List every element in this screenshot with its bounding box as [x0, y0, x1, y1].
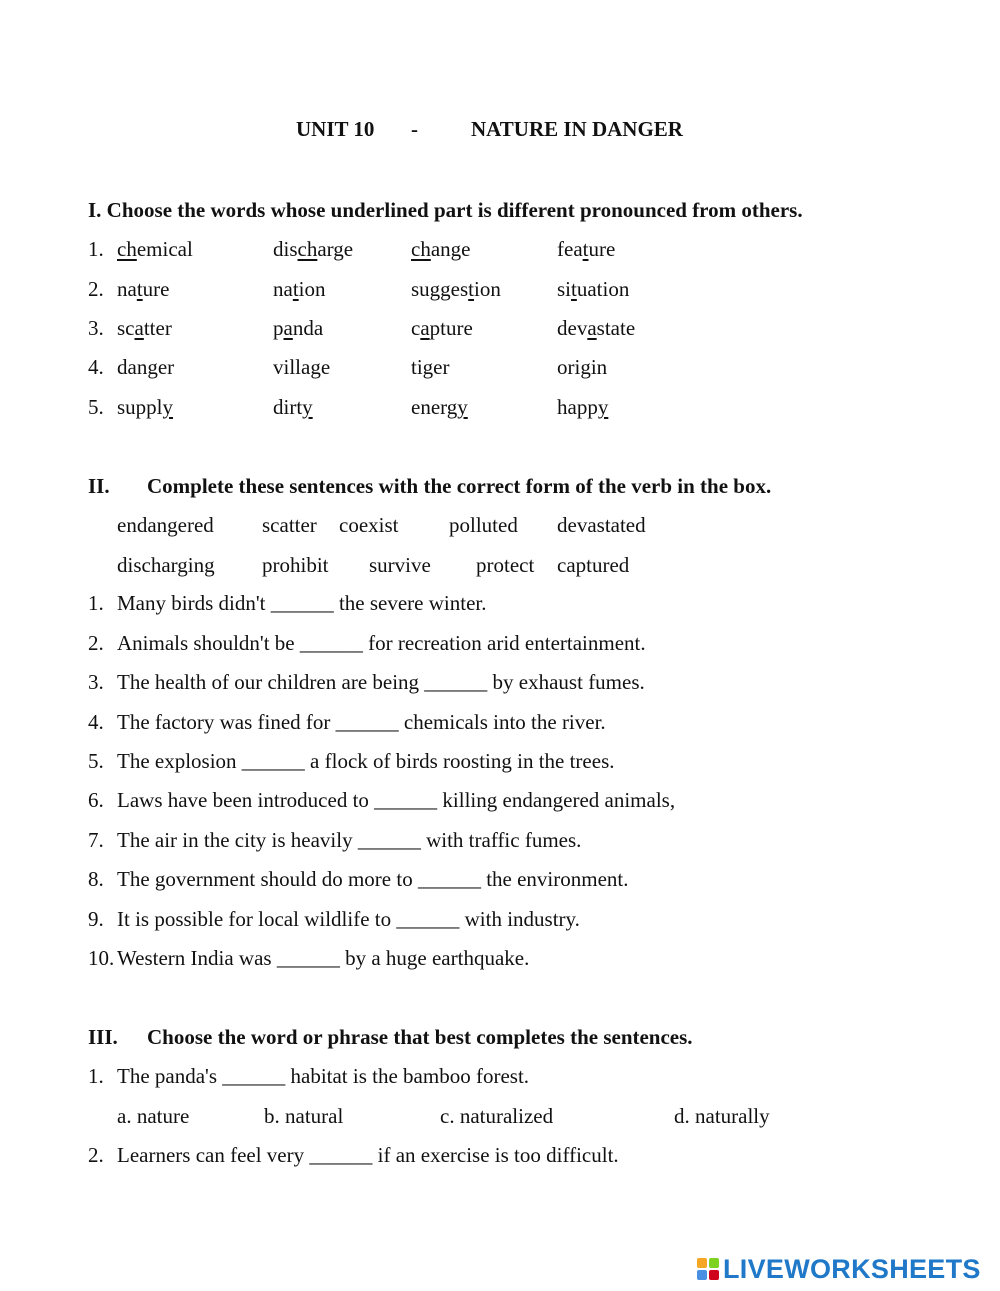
underlined-part: y: [302, 395, 313, 419]
underlined-part: y: [597, 395, 609, 419]
sentence-number: 7.: [88, 828, 104, 852]
sentence-text: The explosion ______ a flock of birds roosting in the trees.: [117, 749, 615, 773]
question: [88, 1143, 619, 1168]
title-topic: NATURE IN DANGER: [471, 117, 683, 141]
word-part: dev: [557, 316, 588, 340]
word-option: [117, 395, 173, 420]
sentence-number: 3.: [88, 670, 104, 694]
word-option: [557, 316, 635, 341]
word-option: [117, 277, 170, 302]
logo-block: [709, 1270, 719, 1280]
sentence-text: The health of our children are being ______ by exhaust fumes.: [117, 670, 645, 694]
word-part: sc: [117, 316, 135, 340]
title-unit: UNIT 10: [296, 117, 375, 141]
logo-block: [697, 1258, 707, 1268]
sentence-text: The government should do more to ______ the environment.: [117, 867, 629, 891]
word-option: [273, 277, 326, 302]
sentence-number: 6.: [88, 788, 104, 812]
title-dash: -: [411, 117, 418, 141]
liveworksheets-logo: [697, 1252, 981, 1286]
word-part: ion: [474, 277, 501, 301]
question-text: The panda's ______ habitat is the bamboo forest.: [117, 1064, 530, 1088]
question-number: 1.: [88, 1064, 104, 1088]
underlined-part: t: [468, 277, 475, 301]
word-part: danger: [117, 355, 175, 379]
word-part: uation: [576, 277, 630, 301]
sentence-text: The factory was fined for ______ chemicals into the river.: [117, 710, 606, 734]
word-part: suppl: [117, 395, 163, 419]
option-c: c. naturalized: [440, 1104, 554, 1128]
word-part: village: [273, 355, 331, 379]
underlined-part: a: [420, 316, 430, 340]
logo-text: LIVEWORKSHEETS: [723, 1253, 981, 1284]
word-option: [117, 355, 174, 380]
sentence: [88, 788, 675, 813]
word-part: fea: [557, 237, 583, 261]
sentence-text: It is possible for local wildlife to ______ with industry.: [117, 907, 580, 931]
box-word: coexist: [339, 513, 399, 537]
sentence-number: 8.: [88, 867, 104, 891]
word-option: [273, 395, 313, 420]
sentence: [88, 828, 581, 853]
question-text: Learners can feel very ______ if an exercise is too difficult.: [117, 1143, 619, 1167]
underlined-part: ch: [117, 237, 137, 261]
word-option: [557, 277, 629, 302]
section3-heading: [88, 1025, 693, 1050]
word-option: [117, 237, 193, 262]
word-part: nda: [292, 316, 324, 340]
section3-heading-text: Choose the word or phrase that best completes the sentences.: [147, 1025, 693, 1049]
word-part: emical: [136, 237, 193, 261]
word-option: [557, 237, 615, 262]
box-word: scatter: [262, 513, 317, 537]
underlined-part: y: [162, 395, 174, 419]
word-option: [273, 316, 323, 341]
sentence-text: Many birds didn't ______ the severe winter.: [117, 591, 487, 615]
row-number: 5.: [88, 395, 104, 419]
word-part: ure: [588, 237, 616, 261]
underlined-part: t: [582, 237, 589, 261]
box-word: prohibit: [262, 553, 329, 577]
word-option: [411, 316, 473, 341]
box-word: endangered: [117, 513, 214, 537]
word-part: sugges: [411, 277, 469, 301]
section1-heading: I. Choose the words whose underlined part is different pronounced from others.: [88, 198, 803, 222]
row-number: 3.: [88, 316, 104, 340]
sentence-number: 1.: [88, 591, 104, 615]
word-part: dis: [273, 237, 298, 261]
logo-block: [697, 1270, 707, 1280]
box-word: survive: [369, 553, 431, 577]
word-option: [557, 395, 608, 420]
word-part: tiger: [411, 355, 450, 379]
question: [88, 1064, 529, 1089]
sentence: [88, 946, 529, 971]
row-number: 2.: [88, 277, 104, 301]
underlined-part: a: [283, 316, 293, 340]
word-option: [411, 355, 449, 380]
sentence: [88, 867, 629, 892]
word-part: ion: [298, 277, 326, 301]
word-option: [273, 237, 353, 262]
row-number: 4.: [88, 355, 104, 379]
box-word: captured: [557, 553, 630, 577]
word-option: [411, 395, 468, 420]
underlined-part: t: [136, 277, 143, 301]
sentence-text: Animals shouldn't be ______ for recreation arid entertainment.: [117, 631, 646, 655]
word-part: na: [273, 277, 293, 301]
underlined-part: y: [457, 395, 468, 419]
sentence: [88, 591, 486, 616]
word-option: [411, 237, 470, 262]
logo-block: [709, 1258, 719, 1268]
section2-number: II.: [88, 474, 110, 498]
word-part: p: [273, 316, 284, 340]
sentence: [88, 710, 606, 735]
sentence-number: 2.: [88, 631, 104, 655]
word-part: arge: [317, 237, 354, 261]
sentence-number: 10.: [88, 946, 115, 970]
section2-heading: [88, 474, 771, 499]
row-number: 1.: [88, 237, 104, 261]
word-part: na: [117, 277, 137, 301]
underlined-part: ch: [411, 237, 431, 261]
sentence-number: 4.: [88, 710, 104, 734]
word-part: dirt: [273, 395, 303, 419]
underlined-part: ch: [297, 237, 318, 261]
word-option: [273, 355, 330, 380]
word-part: happ: [557, 395, 598, 419]
word-part: ure: [142, 277, 170, 301]
option-b: b. natural: [264, 1104, 344, 1128]
section2-heading-text: Complete these sentences with the correct form of the verb in the box.: [147, 474, 772, 498]
word-option: [557, 355, 607, 380]
sentence-text: The air in the city is heavily ______ with traffic fumes.: [117, 828, 582, 852]
option-a: a. nature: [117, 1104, 190, 1128]
sentence-number: 5.: [88, 749, 104, 773]
box-word: polluted: [449, 513, 518, 537]
underlined-part: t: [292, 277, 299, 301]
underlined-part: a: [134, 316, 144, 340]
box-word: protect: [476, 553, 535, 577]
sentence-text: Laws have been introduced to ______ killing endangered animals,: [117, 788, 676, 812]
underlined-part: a: [587, 316, 597, 340]
word-option: [117, 316, 172, 341]
question-number: 2.: [88, 1143, 104, 1167]
section3-number: III.: [88, 1025, 118, 1049]
word-part: ange: [430, 237, 471, 261]
word-option: [411, 277, 501, 302]
logo-blocks-icon: [697, 1258, 719, 1280]
word-part: pture: [429, 316, 473, 340]
word-part: si: [557, 277, 572, 301]
box-word: discharging: [117, 553, 215, 577]
word-part: state: [596, 316, 636, 340]
sentence: [88, 670, 645, 695]
sentence-text: Western India was ______ by a huge earthquake.: [117, 946, 530, 970]
underlined-part: t: [571, 277, 577, 301]
word-part: origin: [557, 355, 608, 379]
word-part: tter: [143, 316, 172, 340]
sentence: [88, 907, 580, 932]
box-word: devastated: [557, 513, 646, 537]
word-part: energ: [411, 395, 458, 419]
option-d: d. naturally: [674, 1104, 770, 1128]
word-part: c: [411, 316, 421, 340]
sentence: [88, 631, 646, 656]
sentence-number: 9.: [88, 907, 104, 931]
sentence: [88, 749, 615, 774]
